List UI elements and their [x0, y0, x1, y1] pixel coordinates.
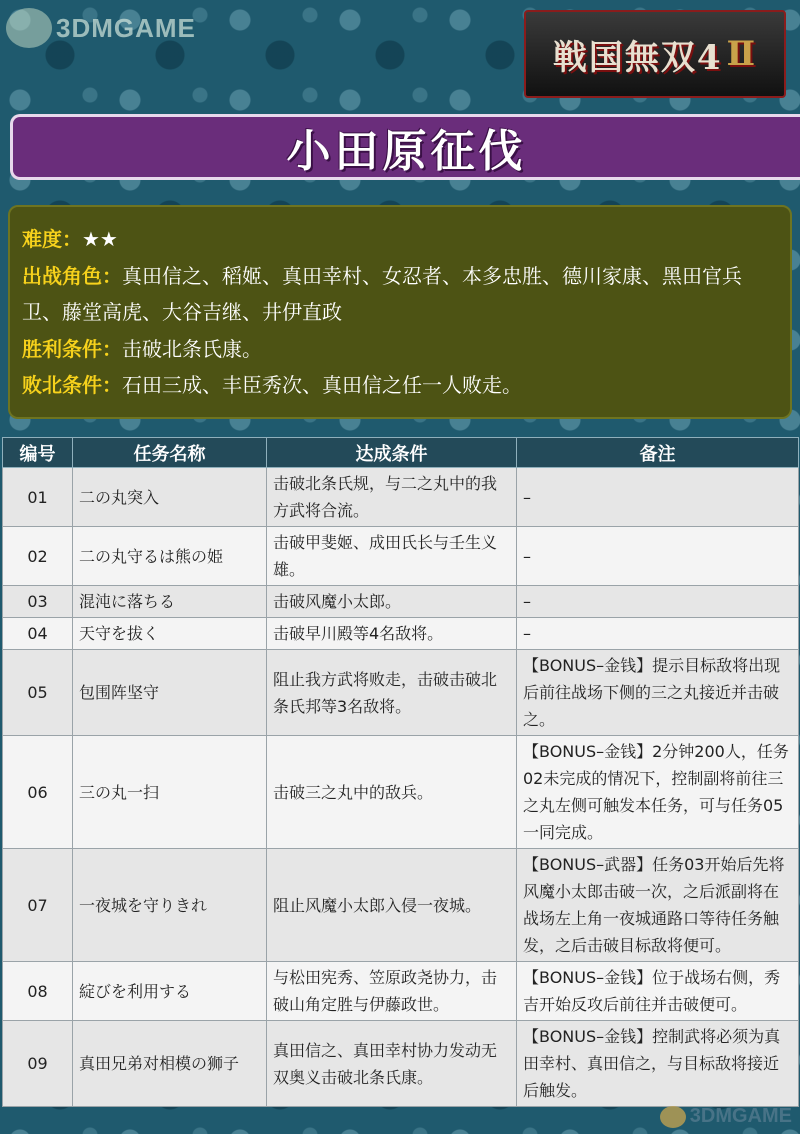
defeat-line	[22, 367, 776, 404]
mission-note: –	[517, 527, 799, 586]
characters-value: 真田信之、稻姬、真田幸村、女忍者、本多忠胜、德川家康、黑田官兵卫、藤堂高虎、大谷吉继、井伊直政	[22, 263, 742, 324]
mission-note: 【BONUS–金钱】提示目标敌将出现后前往战场下侧的三之丸接近并击破之。	[517, 650, 799, 736]
table-row	[3, 618, 799, 650]
mission-condition: 击破北条氏规，与二之丸中的我方武将合流。	[267, 468, 517, 527]
footer-watermark-icon	[660, 1106, 686, 1128]
header-note: 备注	[517, 438, 799, 468]
game-logo-numeral: Ⅱ	[726, 34, 758, 74]
watermark-logo-icon	[6, 8, 52, 48]
table-row	[3, 586, 799, 618]
page-title: 小田原征伐	[286, 126, 527, 177]
victory-value: 击破北条氏康。	[122, 336, 262, 361]
mission-condition: 击破甲斐姬、成田氏长与壬生义雄。	[267, 527, 517, 586]
mission-name: 二の丸突入	[73, 468, 267, 527]
table-row	[3, 1021, 799, 1107]
victory-label: 胜利条件：	[22, 336, 122, 361]
table-row	[3, 650, 799, 736]
mission-name: 包围阵坚守	[73, 650, 267, 736]
difficulty-line	[22, 221, 776, 258]
mission-note: 【BONUS–金钱】控制武将必须为真田幸村、真田信之，与目标敌将接近后触发。	[517, 1021, 799, 1107]
mission-condition: 与松田宪秀、笠原政尧协力，击破山角定胜与伊藤政世。	[267, 962, 517, 1021]
table-row	[3, 962, 799, 1021]
mission-note: –	[517, 468, 799, 527]
mission-id: 05	[3, 650, 73, 736]
footer-watermark	[660, 1105, 792, 1128]
stage-info-box	[8, 205, 792, 419]
table-row	[3, 468, 799, 527]
footer-watermark-text: 3DMGAME	[689, 1105, 792, 1127]
mission-note: –	[517, 586, 799, 618]
mission-id: 06	[3, 736, 73, 849]
mission-name: 二の丸守るは熊の姫	[73, 527, 267, 586]
mission-id: 02	[3, 527, 73, 586]
mission-note: 【BONUS–金钱】2分钟200人，任务02未完成的情况下，控制副将前往三之丸左侧可触发本任务，可与任务05一同完成。	[517, 736, 799, 849]
mission-name: 一夜城を守りきれ	[73, 849, 267, 962]
header-name: 任务名称	[73, 438, 267, 468]
game-logo	[524, 10, 786, 98]
defeat-value: 石田三成、丰臣秀次、真田信之任一人败走。	[122, 373, 522, 397]
game-logo-main: 戦国無双4	[552, 37, 723, 78]
mission-note: 【BONUS–武器】任务03开始后先将风魔小太郎击破一次，之后派副将在战场左上角一夜城通路口等待任务触发，之后击破目标敌将便可。	[517, 849, 799, 962]
table-row	[3, 527, 799, 586]
mission-condition: 击破三之丸中的敌兵。	[267, 736, 517, 849]
header-condition: 达成条件	[267, 438, 517, 468]
mission-id: 03	[3, 586, 73, 618]
site-watermark	[6, 8, 196, 48]
defeat-label: 败北条件：	[22, 373, 122, 397]
victory-line	[22, 331, 776, 368]
header-id: 编号	[3, 438, 73, 468]
mission-id: 04	[3, 618, 73, 650]
mission-table	[2, 437, 799, 1107]
characters-line	[22, 258, 776, 331]
watermark-text: 3DMGAME	[56, 12, 196, 43]
difficulty-label: 难度：	[22, 227, 82, 251]
mission-name: 天守を拔く	[73, 618, 267, 650]
mission-id: 08	[3, 962, 73, 1021]
mission-condition: 真田信之、真田幸村协力发动无双奥义击破北条氏康。	[267, 1021, 517, 1107]
mission-name: 混沌に落ちる	[73, 586, 267, 618]
mission-condition: 阻止我方武将败走，击破击破北条氏邦等3名敌将。	[267, 650, 517, 736]
table-row	[3, 736, 799, 849]
mission-id: 07	[3, 849, 73, 962]
table-header-row	[3, 438, 799, 468]
mission-condition: 击破风魔小太郎。	[267, 586, 517, 618]
mission-id: 09	[3, 1021, 73, 1107]
mission-name: 真田兄弟对相模の狮子	[73, 1021, 267, 1107]
mission-condition: 阻止风魔小太郎入侵一夜城。	[267, 849, 517, 962]
mission-note: –	[517, 618, 799, 650]
mission-name: 綻びを利用する	[73, 962, 267, 1021]
difficulty-value: ★★	[82, 227, 118, 251]
title-banner	[10, 114, 800, 180]
characters-label: 出战角色：	[22, 263, 122, 288]
mission-id: 01	[3, 468, 73, 527]
mission-note: 【BONUS–金钱】位于战场右侧，秀吉开始反攻后前往并击破便可。	[517, 962, 799, 1021]
mission-name: 三の丸一扫	[73, 736, 267, 849]
mission-condition: 击破早川殿等4名敌将。	[267, 618, 517, 650]
table-row	[3, 849, 799, 962]
